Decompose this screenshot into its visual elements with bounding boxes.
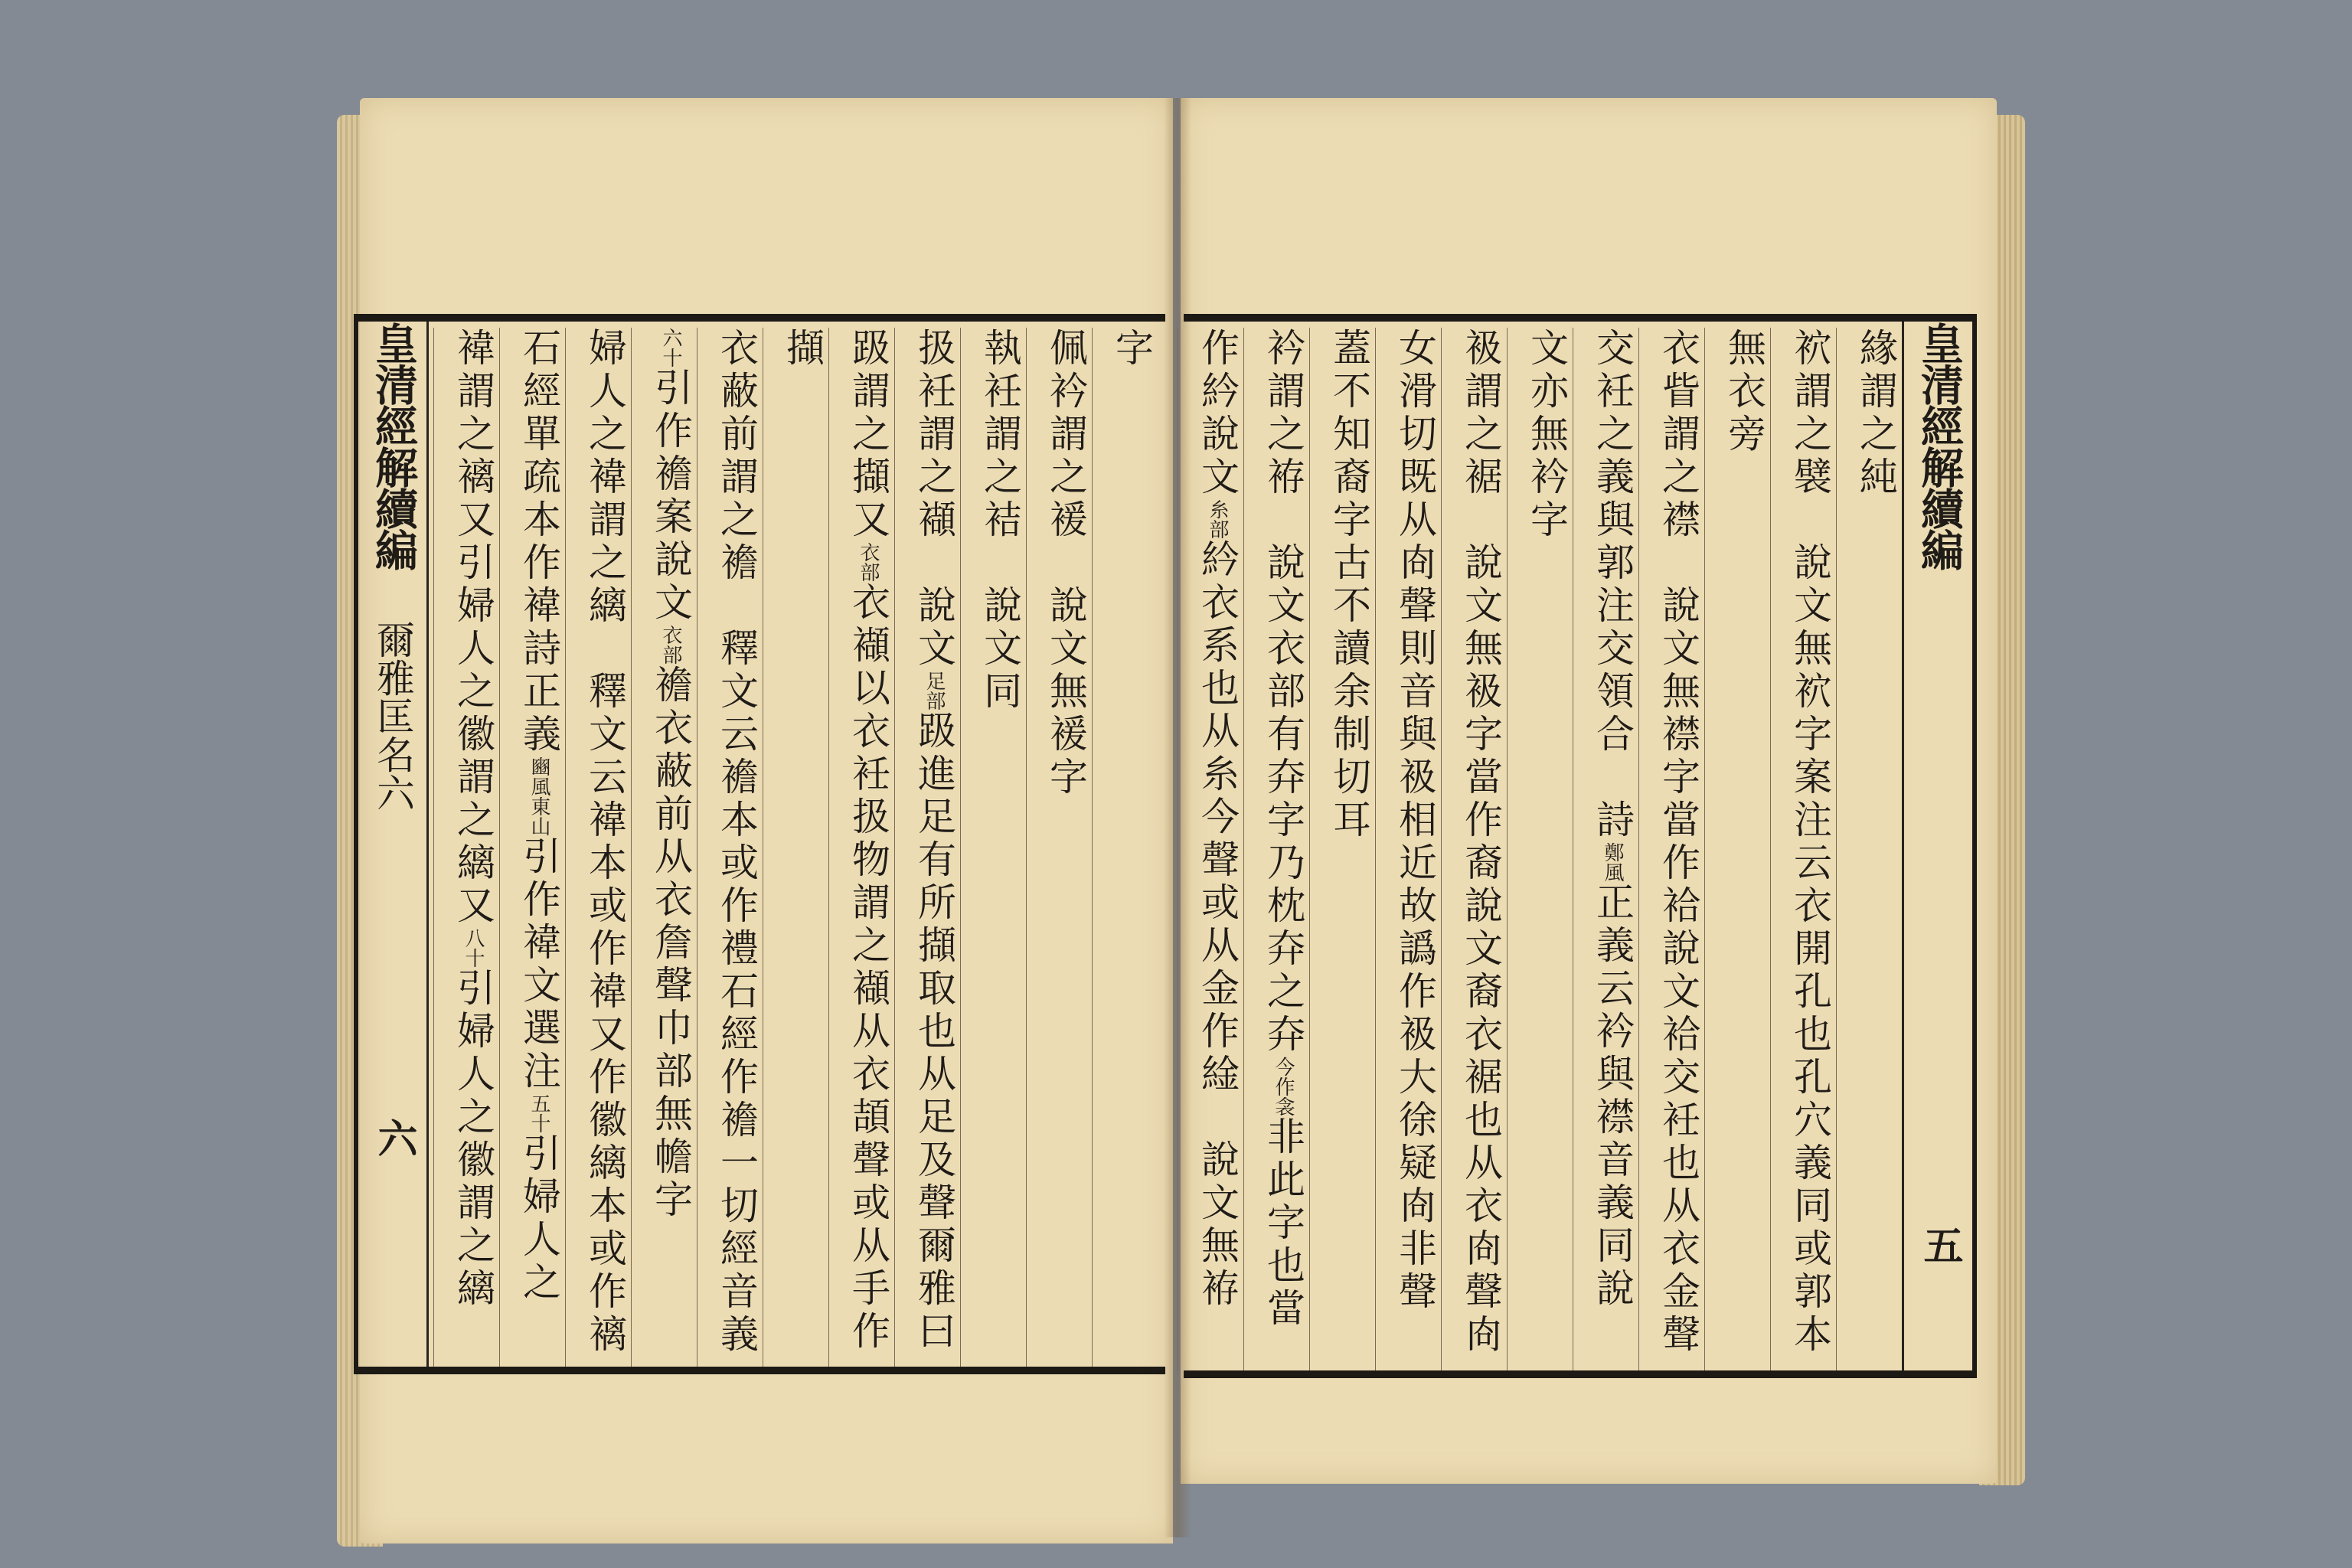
left-page-text-column: [631, 328, 691, 1367]
text-segment: 正義云衿與襟音義同說: [1590, 882, 1635, 1311]
text-segment: 衣蔽前謂之襜 釋文云襜本或作禮石經作襜一切經音義: [714, 328, 759, 1357]
left-margin-chapter: 爾雅匡名六: [371, 620, 415, 812]
right-page-text-column: [1573, 328, 1633, 1370]
interlinear-note: 鄭風: [1601, 842, 1624, 882]
interlinear-note: 足部: [923, 671, 946, 710]
text-segment: 無衣旁: [1722, 328, 1766, 456]
text-segment: 字: [1109, 328, 1154, 371]
interlinear-note: 今作: [1272, 1057, 1295, 1096]
left-margin-folio: 六: [371, 1118, 417, 1158]
text-segment: 作紟說文: [1195, 328, 1240, 499]
text-segment: 文亦無衿字: [1524, 328, 1569, 542]
text-segment: 引婦人之: [517, 1133, 561, 1305]
right-page-text-column: [1441, 328, 1501, 1370]
text-segment: 衱謂之裾 說文無衱字當作裔說文裔衣裾也从衣㕯聲㕯: [1459, 328, 1503, 1357]
interlinear-note: 東山: [528, 796, 550, 836]
text-segment: 紟衣系也从糸今聲或从金作䋮 說文無袸: [1195, 539, 1240, 1311]
interlinear-note: 六: [659, 328, 682, 348]
text-segment: 緣謂之純: [1854, 328, 1898, 499]
right-page-text-column: [1507, 328, 1567, 1370]
left-page-text-column: [1092, 328, 1152, 1367]
interlinear-note: 八: [462, 928, 485, 948]
right-text-frame: [1184, 314, 1977, 1378]
right-page-text-column: [1770, 328, 1831, 1370]
left-margin-title: 皇清經解續編: [368, 322, 419, 570]
interlinear-note: 衾: [1272, 1096, 1295, 1116]
interlinear-note: 十: [528, 1113, 550, 1133]
left-page-text-column: [433, 328, 494, 1367]
right-page-text-column: [1178, 328, 1238, 1370]
interlinear-note: 糸部: [1206, 499, 1229, 539]
text-segment: 擷: [780, 328, 825, 371]
left-page-text-column: [828, 328, 889, 1367]
interlinear-note: 豳風: [528, 756, 550, 796]
interlinear-note: 衣部: [659, 625, 682, 665]
left-page-text-column: [960, 328, 1021, 1367]
left-text-frame: [354, 314, 1165, 1374]
left-page-text-column: [697, 328, 757, 1367]
right-page-text-column: [1836, 328, 1896, 1370]
text-segment: 袕謂之襞 說文無袕字案注云衣開孔也孔穴義同或郭本: [1788, 328, 1832, 1357]
text-segment: 引作褘文選注: [517, 836, 561, 1093]
text-segment: 趿謂之擷又: [846, 328, 890, 542]
interlinear-note: 十: [462, 948, 485, 968]
text-segment: 褘謂之褵又引婦人之徽謂之縭又: [451, 328, 495, 928]
left-page-text-column: [894, 328, 955, 1367]
text-segment: 引婦人之徽謂之縭: [451, 968, 495, 1311]
right-page-text-column: [1638, 328, 1699, 1370]
text-segment: 扱衽謂之襭 說文: [912, 328, 956, 671]
text-segment: 非此字也當: [1261, 1116, 1305, 1331]
right-page-text-column: [1243, 328, 1304, 1370]
left-page-text-column: [1026, 328, 1086, 1367]
text-segment: 交衽之義與郭注交領合 詩: [1590, 328, 1635, 842]
right-page-text-column: [1704, 328, 1765, 1370]
text-segment: 佩衿謂之褑 說文無褑字: [1044, 328, 1088, 799]
text-segment: 衿謂之袸 說文衣部有㚏字乃枕㚏之㚏: [1261, 328, 1305, 1057]
text-segment: 衣眥謂之襟 說文無襟字當作袷說文袷交衽也从衣金聲: [1656, 328, 1700, 1357]
text-segment: 婦人之褘謂之縭 釋文云褘本或作褘又作徽縭本或作褵: [583, 328, 627, 1357]
left-page-text-column: [499, 328, 560, 1367]
right-margin-folio: 五: [1916, 1225, 1963, 1265]
text-segment: 執衽謂之袺 說文同: [978, 328, 1022, 714]
interlinear-note: 衣部: [857, 542, 880, 582]
text-segment: 襜衣蔽前从衣詹聲巾部無幨字: [648, 665, 693, 1222]
interlinear-note: 十: [659, 348, 682, 368]
right-margin-column: [1902, 322, 1972, 1370]
left-margin-column: [358, 322, 429, 1367]
right-page-text-column: [1309, 328, 1370, 1370]
left-page-text-column: [565, 328, 626, 1367]
interlinear-note: 五: [528, 1093, 550, 1113]
text-segment: 衣襭以衣衽扱物謂之襭从衣頡聲或从手作: [846, 582, 890, 1354]
right-page-text-column: [1375, 328, 1436, 1370]
left-page-text-column: [763, 328, 823, 1367]
text-segment: 趿進足有所擷取也从足及聲爾雅曰: [912, 710, 956, 1354]
text-segment: 引作襜案說文: [648, 368, 693, 625]
text-segment: 石經單疏本作褘詩正義: [517, 328, 561, 756]
text-segment: 女滑切既从㕯聲則音與衱相近故譌作衱大徐疑㕯非聲: [1393, 328, 1437, 1314]
right-margin-title: 皇清經解續編: [1914, 322, 1965, 570]
text-segment: 蓋不知裔字古不讀余制切耳: [1327, 328, 1371, 842]
